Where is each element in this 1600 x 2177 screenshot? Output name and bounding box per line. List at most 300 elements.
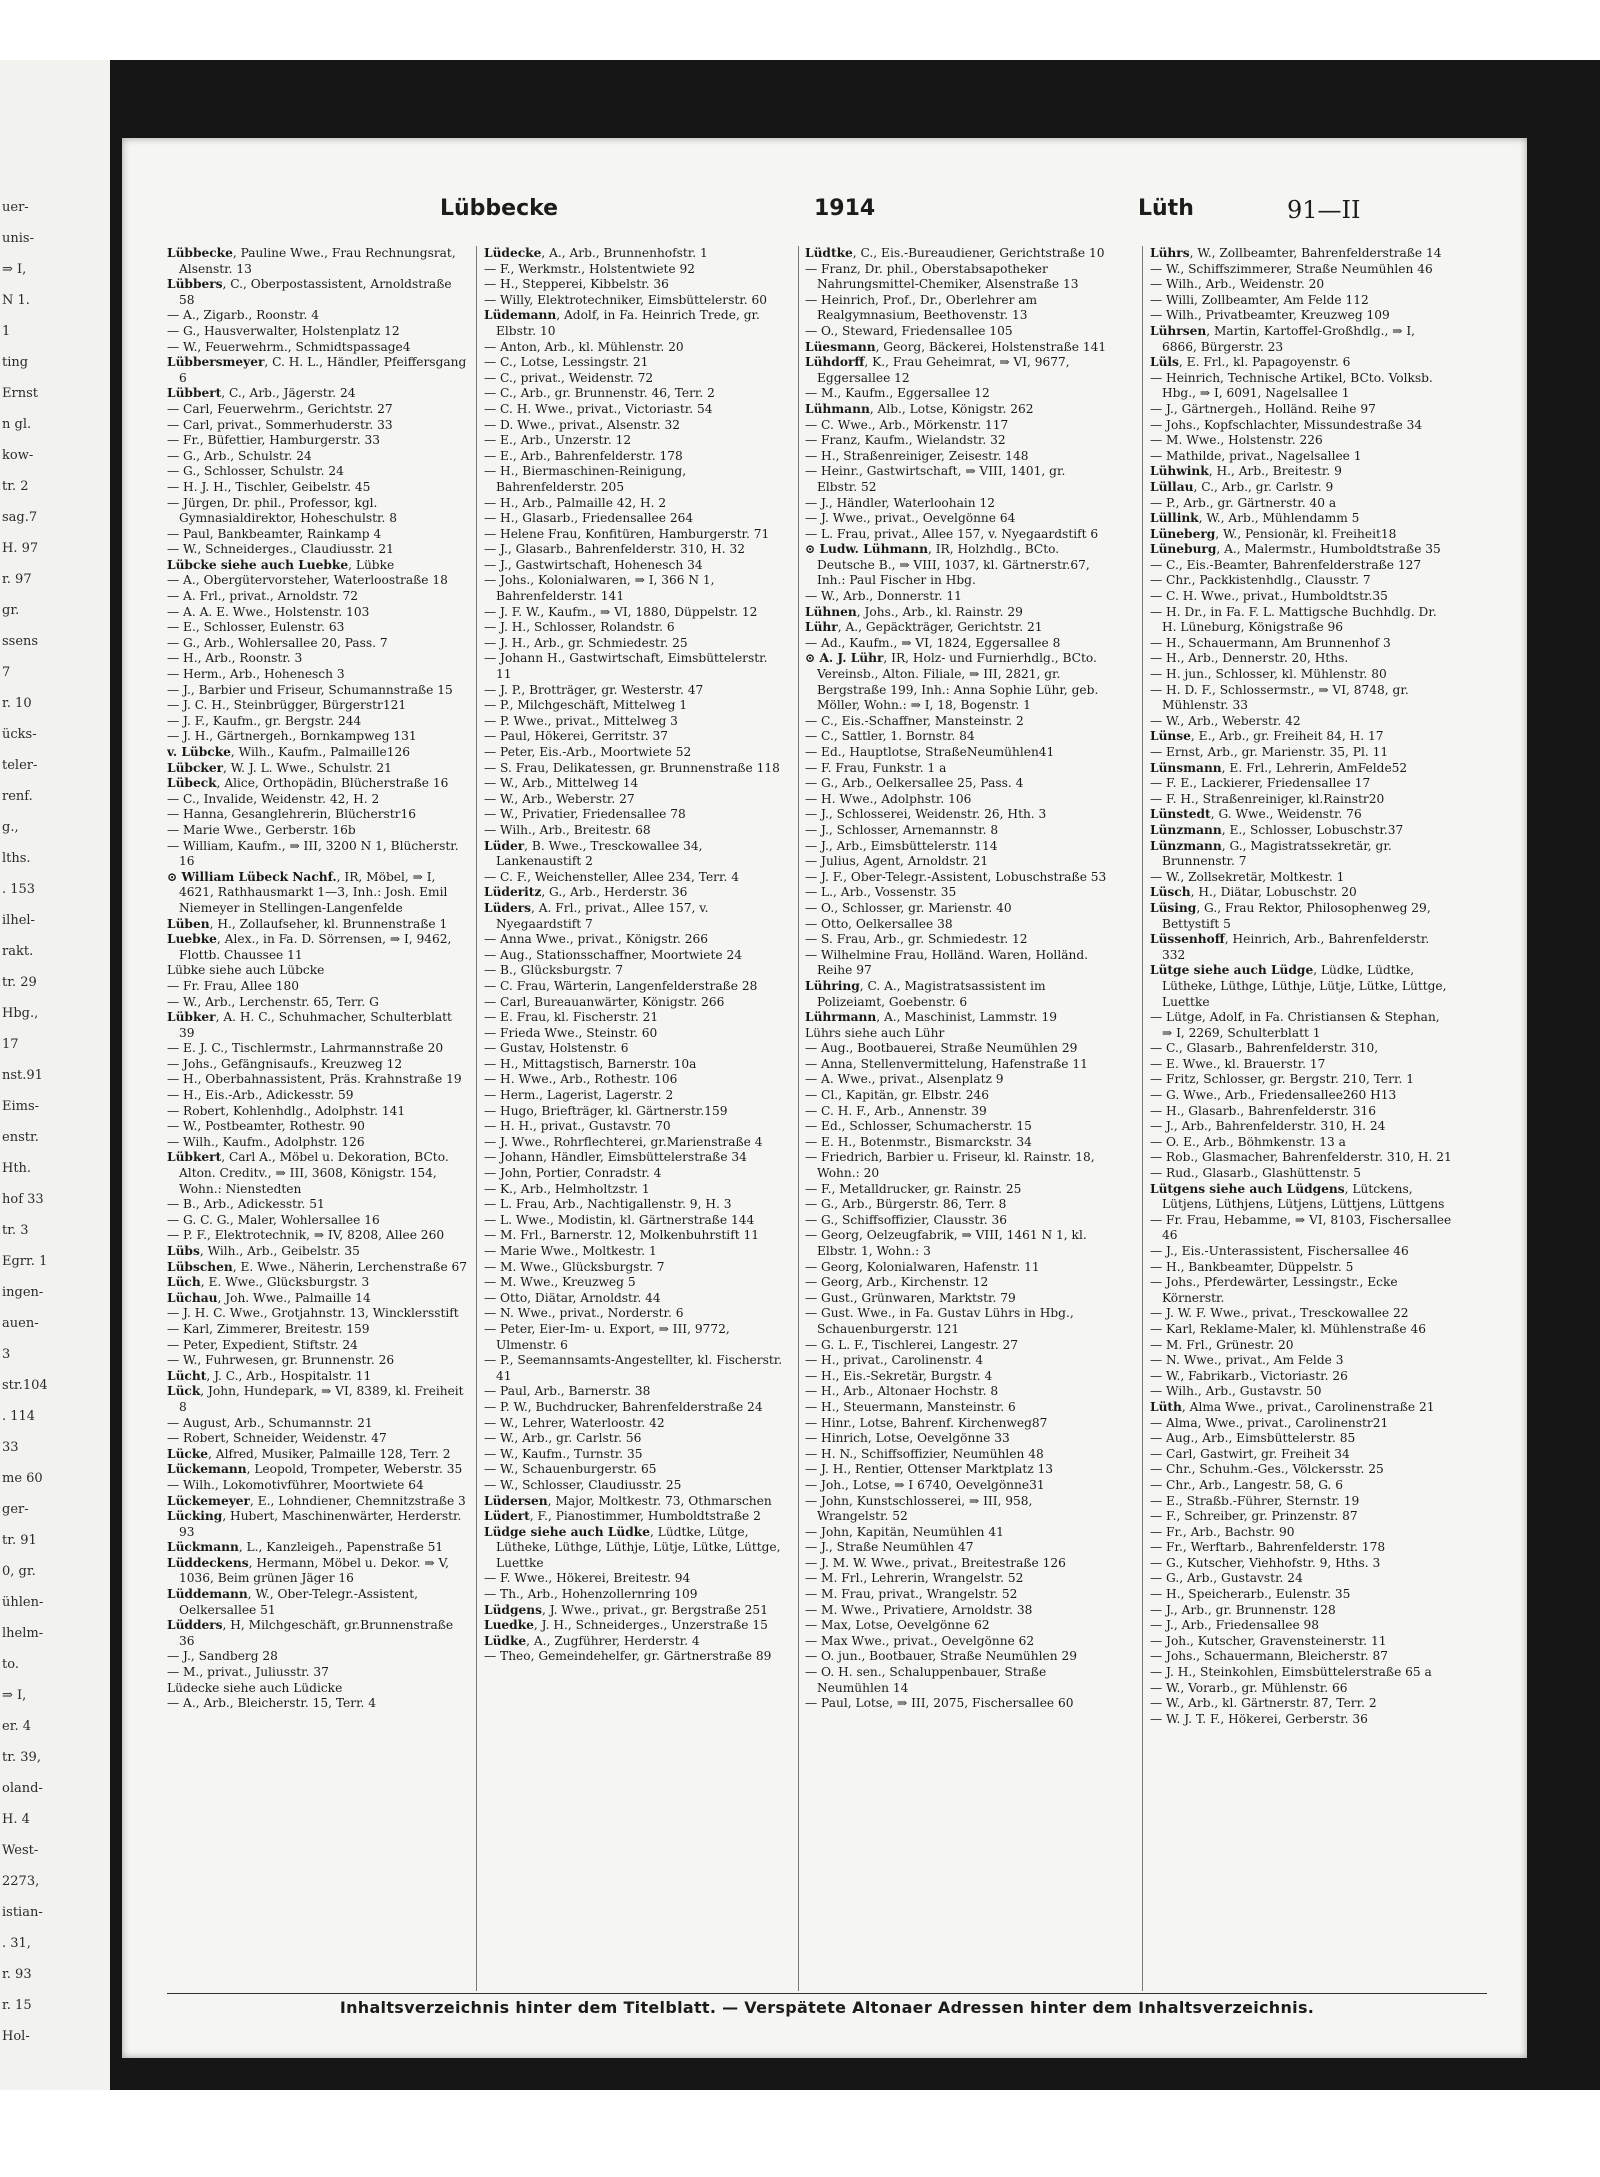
- directory-entry: — H., Straßenreiniger, Zeisestr. 148: [805, 448, 1029, 463]
- directory-entry: — H., Arb., Palmaille 42, H. 2: [484, 495, 667, 510]
- directory-entry: — Franz, Kaufm., Wielandstr. 32: [805, 433, 1006, 448]
- directory-entry: — H., Oberbahnassistent, Präs. Krahnstraße 19: [167, 1072, 462, 1087]
- directory-entry: — A. Wwe., privat., Alsenplatz 9: [805, 1072, 1004, 1087]
- directory-entry: Lütge siehe auch Lüdge, Lüdke, Lüdtke, Lütheke, Lüthge, Lüthje, Lütje, Lütke, Lüttge, Luettke: [1150, 963, 1447, 1009]
- directory-entry: Lübschen, E. Wwe., Näherin, Lerchenstraße 67: [167, 1259, 468, 1274]
- directory-entry: Lüssenhoff, Heinrich, Arb., Bahrenfelderstr. 332: [1150, 932, 1430, 962]
- directory-entry: — H., Biermaschinen-Reinigung, Bahrenfelderstr. 205: [484, 464, 687, 494]
- directory-entry: — Otto, Oelkersallee 38: [805, 916, 953, 931]
- directory-entry: — A. Frl., privat., Arnoldstr. 72: [167, 589, 359, 604]
- column-divider: [1142, 246, 1143, 1991]
- directory-entry: — H., Arb., Altonaer Hochstr. 8: [805, 1384, 999, 1399]
- directory-entry: — E. Frau, kl. Fischerstr. 21: [484, 1010, 659, 1025]
- directory-entry: Lübke siehe auch Lübcke: [167, 963, 325, 978]
- directory-entry: — O., Steward, Friedensallee 105: [805, 323, 1013, 338]
- directory-entry: — Paul, Bankbeamter, Rainkamp 4: [167, 526, 382, 541]
- previous-page-fragment: [0, 60, 110, 2090]
- directory-entry: — Robert, Kohlenhdlg., Adolphstr. 141: [167, 1103, 406, 1118]
- directory-entry: — H. H., privat., Gustavstr. 70: [484, 1119, 671, 1134]
- directory-entry: Lüllink, W., Arb., Mühlendamm 5: [1150, 511, 1360, 526]
- directory-entry: — Wilhelmine Frau, Holländ. Waren, Holländ. Reihe 97: [805, 947, 1089, 978]
- fragment-text: H. 97: [2, 541, 39, 556]
- directory-entry: — L. Frau, privat., Allee 157, v. Nyegaardstift 6: [805, 526, 1099, 541]
- fragment-text: enstr.: [2, 1130, 39, 1145]
- directory-entry: Lühdorff, K., Frau Geheimrat, ⇒ VI, 9677, Eggersallee 12: [805, 355, 1070, 385]
- directory-entry: Lüder, B. Wwe., Tresckowallee 34, Lankenaustift 2: [484, 838, 703, 869]
- directory-entry: — H. D. F., Schlossermstr., ⇒ VI, 8748, gr. Mühlenstr. 33: [1150, 682, 1409, 713]
- fragment-text: tr. 2: [2, 479, 29, 494]
- fragment-text: n gl.: [2, 417, 32, 432]
- directory-entry: — N. Wwe., privat., Norderstr. 6: [484, 1306, 684, 1321]
- directory-entry: — C., Lotse, Lessingstr. 21: [484, 355, 649, 370]
- directory-entry: — Wilh., Privatbeamter, Kreuzweg 109: [1150, 308, 1390, 323]
- directory-entry: Lübker, A. H. C., Schuhmacher, Schulterblatt 39: [167, 1010, 452, 1040]
- directory-entry: — G., Arb., Wohlersallee 20, Pass. 7: [167, 635, 388, 650]
- directory-entry: — Fr., Werftarb., Bahrenfelderstr. 178: [1150, 1540, 1386, 1555]
- directory-entry: — John, Kunstschlosserei, ⇒ III, 958, Wrangelstr. 52: [805, 1493, 1033, 1524]
- directory-entry: — C., Glasarb., Bahrenfelderstr. 310,: [1150, 1041, 1379, 1056]
- footer-divider: [167, 1993, 1487, 1994]
- directory-entry: — H., Stepperei, Kibbelstr. 36: [484, 277, 669, 292]
- directory-entry: — H., Bankbeamter, Düppelstr. 5: [1150, 1259, 1354, 1274]
- directory-entry: — Wilh., Kaufm., Adolphstr. 126: [167, 1134, 365, 1149]
- directory-entry: — Willy, Elektrotechniker, Eimsbüttelerstr. 60: [484, 292, 767, 307]
- fragment-text: 7: [2, 665, 11, 680]
- directory-entry: — Cl., Kapitän, gr. Elbstr. 246: [805, 1088, 990, 1103]
- directory-entry: — Max, Lotse, Oevelgönne 62: [805, 1618, 990, 1633]
- page-footer-note: Inhaltsverzeichnis hinter dem Titelblatt. — Verspätete Altonaer Adressen hinter dem Inhaltsverzeichnis.: [339, 1998, 1315, 2017]
- directory-entry: — W., Schneiderges., Claudiusstr. 21: [167, 542, 394, 557]
- directory-entry: Lüdecke, A., Arb., Brunnenhofstr. 1: [484, 246, 708, 260]
- directory-entry: — J., Schlosserei, Weidenstr. 26, Hth. 3: [805, 807, 1047, 822]
- directory-entry: — W., Arb., Weberstr. 27: [484, 791, 635, 806]
- fragment-text: ücks-: [2, 727, 37, 742]
- directory-entry: — G. C. G., Maler, Wohlersallee 16: [167, 1212, 380, 1227]
- directory-entry: — F., Metalldrucker, gr. Rainstr. 25: [805, 1181, 1022, 1196]
- directory-entry: — L., Arb., Vossenstr. 35: [805, 885, 957, 900]
- fragment-text: Hol-: [2, 2029, 30, 2044]
- directory-entry: — C., Sattler, 1. Bornstr. 84: [805, 729, 975, 744]
- directory-entry: — J., Sandberg 28: [167, 1649, 278, 1664]
- directory-entry: — Gustav, Holstenstr. 6: [484, 1041, 629, 1056]
- directory-entry: — Julius, Agent, Arnoldstr. 21: [805, 854, 989, 869]
- fragment-text: Hbg.,: [2, 1006, 39, 1021]
- directory-entry: Lüders, A. Frl., privat., Allee 157, v. Nyegaardstift 7: [484, 900, 709, 931]
- directory-entry: — J. M. W. Wwe., privat., Breitestraße 126: [805, 1555, 1066, 1570]
- directory-entry: — Wilh., Lokomotivführer, Moortwiete 64: [167, 1477, 424, 1492]
- fragment-text: ssens: [2, 634, 39, 649]
- directory-entry: — Joh., Lotse, ⇒ I 6740, Oevelgönne31: [805, 1477, 1045, 1492]
- directory-entry: — W., Fuhrwesen, gr. Brunnenstr. 26: [167, 1353, 395, 1368]
- fragment-text: 0, gr.: [2, 1564, 36, 1579]
- directory-entry: — E., Arb., Unzerstr. 12: [484, 433, 632, 448]
- directory-entry: — J., Händler, Waterloohain 12: [805, 495, 995, 510]
- directory-entry: — G., Hausverwalter, Holstenplatz 12: [167, 323, 400, 338]
- directory-entry: — Hanna, Gesanglehrerin, Blücherstr16: [167, 807, 417, 822]
- directory-entry: — F. E., Lackierer, Friedensallee 17: [1150, 776, 1371, 791]
- directory-entry: Lüdgens, J. Wwe., privat., gr. Bergstraße 251: [484, 1602, 768, 1617]
- directory-entry: — Peter, Expedient, Stiftstr. 24: [167, 1337, 358, 1352]
- fragment-text: istian-: [2, 1905, 43, 1920]
- directory-entry: — P., Milchgeschäft, Mittelweg 1: [484, 698, 688, 713]
- directory-entry: — J., Arb., Eimsbüttelerstr. 114: [805, 838, 998, 853]
- directory-entry: — Heinrich, Prof., Dr., Oberlehrer am Realgymnasium, Beethovenstr. 13: [805, 292, 1038, 323]
- directory-entry: — C. Wwe., Arb., Mörkenstr. 117: [805, 417, 1009, 432]
- directory-column-4: [1150, 246, 1452, 1991]
- directory-entry: — E., Straßb.-Führer, Sternstr. 19: [1150, 1493, 1360, 1508]
- directory-entry: — Georg, Arb., Kirchenstr. 12: [805, 1275, 989, 1290]
- directory-entry: Lübcker, W. J. L. Wwe., Schulstr. 21: [167, 760, 392, 775]
- directory-entry: — J. H., Schlosser, Rolandstr. 6: [484, 620, 675, 635]
- fragment-text: me 60: [2, 1471, 43, 1486]
- fragment-text: ilhel-: [2, 913, 35, 928]
- directory-entry: Lünzmann, G., Magistratssekretär, gr. Brunnenstr. 7: [1150, 838, 1392, 869]
- directory-entry: — L. Frau, Arb., Nachtigallenstr. 9, H. 3: [484, 1197, 732, 1212]
- directory-entry: Lühring, C. A., Magistratsassistent im Polizeiamt, Goebenstr. 6: [805, 978, 1046, 1009]
- directory-entry: — W., Fabrikarb., Victoriastr. 26: [1150, 1368, 1348, 1383]
- directory-entry: Lührmann, A., Maschinist, Lammstr. 19: [805, 1010, 1057, 1025]
- directory-entry: — E. H., Botenmstr., Bismarckstr. 34: [805, 1134, 1032, 1149]
- fragment-text: tr. 39,: [2, 1750, 41, 1765]
- fragment-text: r. 10: [2, 696, 32, 711]
- fragment-text: r. 93: [2, 1967, 32, 1982]
- directory-entry: — J. H., Gärtnergeh., Bornkampweg 131: [167, 729, 417, 744]
- header-first-entry: Lübbecke: [440, 196, 559, 221]
- directory-entry: Lübcke siehe auch Luebke, Lübke: [167, 557, 395, 572]
- directory-entry: Lüesmann, Georg, Bäckerei, Holstenstraße 141: [805, 339, 1107, 354]
- directory-entry: — Lütge, Adolf, in Fa. Christiansen & Stephan, ⇒ I, 2269, Schulterblatt 1: [1150, 1010, 1440, 1040]
- directory-entry: — Ed., Hauptlotse, StraßeNeumühlen41: [805, 745, 1055, 759]
- directory-entry: Lührs siehe auch Lühr: [805, 1025, 945, 1040]
- directory-entry: — W., Arb., kl. Gärtnerstr. 87, Terr. 2: [1150, 1696, 1377, 1711]
- directory-entry: Lüch, E. Wwe., Glücksburgstr. 3: [167, 1275, 370, 1290]
- directory-entry: — H., Speicherarb., Eulenstr. 35: [1150, 1587, 1351, 1602]
- directory-entry: Lüdemann, Adolf, in Fa. Heinrich Trede, gr. Elbstr. 10: [484, 308, 760, 338]
- directory-entry: — Johann H., Gastwirtschaft, Eimsbüttelerstr. 11: [484, 651, 768, 682]
- directory-entry: — G. L. F., Tischlerei, Langestr. 27: [805, 1337, 1018, 1352]
- directory-entry: — W., Arb., gr. Carlstr. 56: [484, 1431, 642, 1446]
- fragment-text: Eims-: [2, 1099, 40, 1114]
- directory-entry: — C. Frau, Wärterin, Langenfelderstraße 28: [484, 978, 758, 993]
- directory-entry: — W., Privatier, Friedensallee 78: [484, 807, 686, 822]
- directory-entry: — S. Frau, Arb., gr. Schmiedestr. 12: [805, 932, 1028, 947]
- directory-entry: — O., Schlosser, gr. Marienstr. 40: [805, 900, 1012, 915]
- directory-entry: — Mathilde, privat., Nagelsallee 1: [1150, 448, 1362, 463]
- directory-entry: — William, Kaufm., ⇒ III, 3200 N 1, Blücherstr. 16: [167, 838, 459, 869]
- directory-entry: ⊙ Ludw. Lühmann, IR, Holzhdlg., BCto. Deutsche B., ⇒ VIII, 1037, kl. Gärtnerstr.67, Inh.: Paul Fischer in Hbg.: [805, 542, 1090, 588]
- directory-column-2: [484, 246, 786, 1991]
- directory-entry: — Max Wwe., privat., Oevelgönne 62: [805, 1633, 1035, 1648]
- directory-entry: Luedke, J. H., Schneiderges., Unzerstraße 15: [484, 1618, 768, 1633]
- directory-entry: — J. Wwe., Rohrflechterei, gr.Marienstraße 4: [484, 1134, 763, 1149]
- directory-entry: — W., Schiffszimmerer, Straße Neumühlen 46: [1150, 261, 1433, 276]
- directory-entry: — M. Wwe., Glücksburgstr. 7: [484, 1259, 665, 1274]
- directory-entry: — Franz, Dr. phil., Oberstabsapotheker Nahrungsmittel-Chemiker, Alsenstraße 13: [805, 261, 1079, 292]
- directory-entry: Lüneburg, A., Malermstr., Humboldtstraße 35: [1150, 542, 1441, 557]
- directory-entry: — Marie Wwe., Moltkestr. 1: [484, 1244, 657, 1258]
- directory-entry: Lübbert, C., Arb., Jägerstr. 24: [167, 386, 356, 401]
- directory-entry: Lüdert, F., Pianostimmer, Humboldtstraße 2: [484, 1509, 761, 1524]
- fragment-text: lths.: [2, 851, 31, 866]
- directory-entry: — J., Arb., Friedensallee 98: [1150, 1618, 1320, 1633]
- directory-entry: — J. F., Kaufm., gr. Bergstr. 244: [167, 713, 362, 728]
- directory-entry: — Helene Frau, Konfitüren, Hamburgerstr. 71: [484, 526, 770, 541]
- directory-entry: — W., Postbeamter, Rothestr. 90: [167, 1119, 365, 1134]
- fragment-text: 1: [2, 324, 11, 339]
- directory-entry: — A., Arb., Bleicherstr. 15, Terr. 4: [167, 1696, 377, 1711]
- directory-entry: — Anna, Stellenvermittelung, Hafenstraße 11: [805, 1056, 1088, 1071]
- directory-entry: — J. F. W., Kaufm., ⇒ VI, 1880, Düppelstr. 12: [484, 604, 758, 619]
- directory-entry: — Robert, Schneider, Weidenstr. 47: [167, 1431, 387, 1446]
- directory-entry: — Anton, Arb., kl. Mühlenstr. 20: [484, 339, 684, 354]
- directory-entry: — M., privat., Juliusstr. 37: [167, 1665, 329, 1680]
- fragment-text: Egrr. 1: [2, 1254, 48, 1269]
- directory-entry: — K., Arb., Helmholtzstr. 1: [484, 1181, 650, 1196]
- directory-entry: — H. Wwe., Adolphstr. 106: [805, 791, 972, 806]
- directory-entry: — H., Glasarb., Friedensallee 264: [484, 511, 694, 526]
- directory-entry: Lücht, J. C., Arb., Hospitalstr. 11: [167, 1368, 372, 1383]
- directory-entry: — H. Dr., in Fa. F. L. Mattigsche Buchhdlg. Dr. H. Lüneburg, Königstraße 96: [1150, 604, 1437, 635]
- directory-entry: — H., Mittagstisch, Barnerstr. 10a: [484, 1056, 697, 1071]
- directory-entry: Lück, John, Hundepark, ⇒ VI, 8389, kl. Freiheit 8: [167, 1384, 464, 1414]
- fragment-text: West-: [2, 1843, 39, 1858]
- directory-entry: — E. Wwe., kl. Brauerstr. 17: [1150, 1056, 1326, 1071]
- directory-entry: — C., privat., Weidenstr. 72: [484, 370, 654, 385]
- directory-entry: — W., Arb., Weberstr. 42: [1150, 713, 1301, 728]
- directory-entry: — F., Schreiber, gr. Prinzenstr. 87: [1150, 1509, 1358, 1524]
- directory-entry: — Johs., Kopfschlachter, Missundestraße 34: [1150, 417, 1423, 432]
- directory-entry: — J. H., Arb., gr. Schmiedestr. 25: [484, 635, 688, 650]
- directory-entry: — M. Wwe., Privatiere, Arnoldstr. 38: [805, 1602, 1033, 1617]
- directory-entry: — Fr., Büfettier, Hamburgerstr. 33: [167, 433, 380, 448]
- directory-entry: Lüls, E. Frl., kl. Papagoyenstr. 6: [1150, 355, 1351, 370]
- directory-entry: — Marie Wwe., Gerberstr. 16b: [167, 822, 356, 837]
- directory-entry: — C., Invalide, Weidenstr. 42, H. 2: [167, 791, 380, 806]
- fragment-text: str.104: [2, 1378, 48, 1393]
- directory-entry: — J. H., Steinkohlen, Eimsbüttelerstraße 65 a: [1150, 1665, 1432, 1680]
- directory-entry: Lünsmann, E. Frl., Lehrerin, AmFelde52: [1150, 760, 1408, 775]
- directory-entry: — G., Schiffsoffizier, Clausstr. 36: [805, 1212, 1007, 1227]
- directory-entry: — W., Schlosser, Claudiusstr. 25: [484, 1477, 682, 1492]
- directory-entry: — S. Frau, Delikatessen, gr. Brunnenstraße 118: [484, 760, 780, 775]
- directory-entry: — C. H. Wwe., privat., Victoriastr. 54: [484, 401, 713, 416]
- directory-entry: Lütgens siehe auch Lüdgens, Lütckens, Lütjens, Lüthjens, Lütjens, Lüttjens, Lüttgens: [1150, 1181, 1445, 1212]
- directory-entry: — E., Schlosser, Eulenstr. 63: [167, 620, 345, 635]
- fragment-text: nst.91: [2, 1068, 43, 1083]
- directory-entry: — W., Arb., Donnerstr. 11: [805, 589, 962, 604]
- directory-entry: — P. F., Elektrotechnik, ⇒ IV, 8208, Allee 260: [167, 1228, 445, 1243]
- directory-entry: — August, Arb., Schumannstr. 21: [167, 1415, 373, 1430]
- directory-entry: — G., Schlosser, Schulstr. 24: [167, 464, 344, 479]
- fragment-text: 3: [2, 1347, 11, 1362]
- directory-entry: — Carl, privat., Sommerhuderstr. 33: [167, 417, 393, 432]
- directory-entry: — H. N., Schiffsoffizier, Neumühlen 48: [805, 1446, 1044, 1461]
- directory-entry: — C., Eis.-Schaffner, Mansteinstr. 2: [805, 713, 1024, 728]
- directory-entry: — Fr., Arb., Bachstr. 90: [1150, 1524, 1295, 1539]
- fragment-text: tr. 29: [2, 975, 37, 990]
- directory-entry: — E. J. C., Tischlermstr., Lahrmannstraße 20: [167, 1041, 444, 1056]
- directory-entry: — J., Straße Neumühlen 47: [805, 1540, 974, 1555]
- fragment-text: ger-: [2, 1502, 29, 1517]
- directory-entry: — M., Kaufm., Eggersallee 12: [805, 386, 990, 401]
- directory-entry: Lückmann, L., Kanzleigeh., Papenstraße 51: [167, 1540, 444, 1555]
- directory-entry: — J. Wwe., privat., Oevelgönne 64: [805, 511, 1016, 526]
- directory-entry: Lückemann, Leopold, Trompeter, Weberstr. 35: [167, 1462, 463, 1477]
- fragment-text: teler-: [2, 758, 38, 773]
- fragment-text: rakt.: [2, 944, 34, 959]
- directory-entry: Lüdke, A., Zugführer, Herderstr. 4: [484, 1633, 700, 1648]
- fragment-text: N 1.: [2, 293, 30, 308]
- directory-entry: Lühr, A., Gepäckträger, Gerichtstr. 21: [805, 620, 1043, 635]
- directory-entry: — J., Gärtnergeh., Holländ. Reihe 97: [1150, 401, 1376, 416]
- directory-entry: — M. Frl., Grünestr. 20: [1150, 1337, 1294, 1352]
- directory-entry: — C. F., Weichensteller, Allee 234, Terr. 4: [484, 869, 739, 884]
- directory-entry: — Heinr., Gastwirtschaft, ⇒ VIII, 1401, gr. Elbstr. 52: [805, 464, 1066, 494]
- directory-entry: Lühnen, Johs., Arb., kl. Rainstr. 29: [805, 604, 1023, 619]
- directory-entry: — Gust. Wwe., in Fa. Gustav Lührs in Hbg., Schauenburgerstr. 121: [805, 1306, 1074, 1336]
- directory-entry: Lünzmann, E., Schlosser, Lobuschstr.37: [1150, 822, 1404, 837]
- directory-entry: — J., Arb., Bahrenfelderstr. 310, H. 24: [1150, 1119, 1386, 1134]
- fragment-text: to.: [2, 1657, 19, 1672]
- directory-entry: — F. Frau, Funkstr. 1 a: [805, 760, 947, 775]
- directory-entry: — W., Kaufm., Turnstr. 35: [484, 1446, 643, 1461]
- directory-column-3: [805, 246, 1107, 1991]
- directory-entry: — P., Seemannsamts-Angestellter, kl. Fischerstr. 41: [484, 1353, 783, 1383]
- directory-entry: — Carl, Gastwirt, gr. Freiheit 34: [1150, 1446, 1350, 1461]
- directory-entry: — Rud., Glasarb., Glashüttenstr. 5: [1150, 1166, 1362, 1181]
- fragment-text: 2273,: [2, 1874, 40, 1889]
- directory-entry: Lübbers, C., Oberpostassistent, Arnoldstraße 58: [167, 277, 452, 307]
- fragment-text: . 31,: [2, 1936, 31, 1951]
- fragment-text: lhelm-: [2, 1626, 44, 1641]
- directory-entry: Lücke, Alfred, Musiker, Palmaille 128, Terr. 2: [167, 1446, 451, 1461]
- directory-entry: — D. Wwe., privat., Alsenstr. 32: [484, 417, 681, 432]
- directory-entry: — H., Steuermann, Mansteinstr. 6: [805, 1399, 1016, 1414]
- directory-entry: — J. W. F. Wwe., privat., Tresckowallee 22: [1150, 1306, 1409, 1321]
- fragment-text: kow-: [2, 448, 34, 463]
- directory-entry: — Willi, Zollbeamter, Am Felde 112: [1150, 292, 1369, 307]
- directory-entry: — Heinrich, Technische Artikel, BCto. Volksb. Hbg., ⇒ I, 6091, Nagelsallee 1: [1150, 370, 1433, 401]
- directory-entry: — Hinr., Lotse, Bahrenf. Kirchenweg87: [805, 1415, 1048, 1430]
- directory-entry: — Friedrich, Barbier u. Friseur, kl. Rainstr. 18, Wohn.: 20: [805, 1150, 1095, 1181]
- directory-entry: — J. H. C. Wwe., Grotjahnstr. 13, Wincklersstift: [167, 1306, 459, 1321]
- fragment-text: Ernst: [2, 386, 38, 401]
- directory-entry: Lübkert, Carl A., Möbel u. Dekoration, BCto. Alton. Creditv., ⇒ III, 3608, Königstr. 154, Wohn.: Nienstedten: [167, 1150, 449, 1196]
- directory-entry: — Wilh., Arb., Weidenstr. 20: [1150, 277, 1325, 292]
- fragment-text: unis-: [2, 231, 34, 246]
- directory-entry: — O. H. sen., Schaluppenbauer, Straße Neumühlen 14: [805, 1665, 1047, 1695]
- directory-entry: — J., Arb., gr. Brunnenstr. 128: [1150, 1602, 1336, 1617]
- directory-entry: — Georg, Oelzeugfabrik, ⇒ VIII, 1461 N 1, kl. Elbstr. 1, Wohn.: 3: [805, 1228, 1087, 1258]
- directory-entry: — Theo, Gemeindehelfer, gr. Gärtnerstraße 89: [484, 1649, 772, 1664]
- directory-entry: — Herm., Arb., Hohenesch 3: [167, 667, 345, 682]
- directory-entry: — B., Arb., Adickesstr. 51: [167, 1197, 325, 1212]
- directory-entry: — F., Werkmstr., Holstentwiete 92: [484, 261, 696, 276]
- directory-entry: — H. Wwe., Arb., Rothestr. 106: [484, 1072, 678, 1087]
- directory-entry: — Hugo, Briefträger, kl. Gärtnerstr.159: [484, 1103, 728, 1118]
- directory-entry: — F. Wwe., Hökerei, Breitestr. 94: [484, 1571, 691, 1586]
- directory-entry: — W., Vorarb., gr. Mühlenstr. 66: [1150, 1680, 1348, 1695]
- directory-entry: ⊙ William Lübeck Nachf., IR, Möbel, ⇒ I, 4621, Rathhausmarkt 1—3, Inh.: Josh. Emil Niemeyer in Stellingen-Langenfelde: [167, 869, 448, 915]
- directory-column-1: [167, 246, 469, 1991]
- directory-entry: — O. E., Arb., Böhmkenstr. 13 a: [1150, 1134, 1346, 1149]
- fragment-text: r. 97: [2, 572, 32, 587]
- fragment-text: renf.: [2, 789, 33, 804]
- directory-entry: Lühwink, H., Arb., Breitestr. 9: [1150, 464, 1342, 479]
- directory-entry: — Paul, Hökerei, Gerritstr. 37: [484, 729, 669, 744]
- directory-entry: — Anna Wwe., privat., Königstr. 266: [484, 932, 709, 947]
- directory-entry: — Chr., Arb., Langestr. 58, G. 6: [1150, 1477, 1344, 1492]
- fragment-text: ⇒ I,: [2, 262, 27, 277]
- directory-entry: — Gust., Grünwaren, Marktstr. 79: [805, 1290, 1016, 1305]
- directory-entry: Lüdders, H, Milchgeschäft, gr.Brunnenstraße 36: [167, 1618, 454, 1648]
- directory-entry: — J. P., Brotträger, gr. Westerstr. 47: [484, 682, 704, 697]
- directory-entry: — Ed., Schlosser, Schumacherstr. 15: [805, 1119, 1032, 1134]
- directory-entry: — C., Eis.-Beamter, Bahrenfelderstraße 127: [1150, 557, 1422, 572]
- directory-entry: Lüderitz, G., Arb., Herderstr. 36: [484, 885, 688, 900]
- fragment-text: H. 4: [2, 1812, 30, 1827]
- directory-entry: Lücking, Hubert, Maschinenwärter, Herderstr. 93: [167, 1509, 462, 1539]
- directory-entry: Lüth, Alma Wwe., privat., Carolinenstraße 21: [1150, 1399, 1435, 1414]
- directory-entry: — Peter, Eis.-Arb., Moortwiete 52: [484, 745, 692, 759]
- fragment-text: ⇒ I,: [2, 1688, 27, 1703]
- header-year: 1914: [814, 196, 876, 221]
- directory-entry: — W., Schauenburgerstr. 65: [484, 1462, 657, 1477]
- directory-entry: — G., Arb., Bürgerstr. 86, Terr. 8: [805, 1197, 1007, 1212]
- directory-entry: — Aug., Bootbauerei, Straße Neumühlen 29: [805, 1041, 1078, 1056]
- column-divider: [476, 246, 477, 1991]
- directory-entry: — Karl, Zimmerer, Breitestr. 159: [167, 1321, 370, 1336]
- directory-entry: — H., Glasarb., Bahrenfelderstr. 316: [1150, 1103, 1377, 1118]
- fragment-text: er. 4: [2, 1719, 32, 1734]
- directory-entry: — A. A. E. Wwe., Holstenstr. 103: [167, 604, 370, 619]
- directory-entry: — H., Eis.-Arb., Adickesstr. 59: [167, 1088, 354, 1103]
- directory-entry: — Karl, Reklame-Maler, kl. Mühlenstraße 46: [1150, 1321, 1426, 1336]
- directory-entry: — M. Wwe., Kreuzweg 5: [484, 1275, 636, 1290]
- directory-entry: — Johs., Pferdewärter, Lessingstr., Ecke Körnerstr.: [1150, 1275, 1398, 1305]
- fragment-text: ingen-: [2, 1285, 44, 1300]
- directory-entry: — Johs., Schauermann, Bleicherstr. 87: [1150, 1649, 1389, 1664]
- fragment-text: uer-: [2, 200, 29, 215]
- fragment-text: r. 15: [2, 1998, 32, 2013]
- directory-entry: Lückemeyer, E., Lohndiener, Chemnitzstraße 3: [167, 1493, 466, 1508]
- directory-entry: Lünstedt, G. Wwe., Weidenstr. 76: [1150, 807, 1362, 822]
- directory-entry: — P. Wwe., privat., Mittelweg 3: [484, 713, 678, 728]
- directory-entry: Lüdge siehe auch Lüdke, Lüdtke, Lütge, Lütheke, Lüthge, Lüthje, Lütje, Lütke, Lüttge, Luettke: [484, 1524, 781, 1570]
- directory-entry: — C. H. Wwe., privat., Humboldtstr.35: [1150, 589, 1388, 604]
- directory-entry: — H., Arb., Dennerstr. 20, Hths.: [1150, 651, 1349, 666]
- fragment-text: . 153: [2, 882, 36, 897]
- page-header: [122, 196, 1527, 236]
- directory-entry: — W., Lehrer, Waterloostr. 42: [484, 1415, 665, 1430]
- directory-entry: Lüdtke, C., Eis.-Bureaudiener, Gerichtstraße 10: [805, 246, 1105, 260]
- directory-entry: — J., Gastwirtschaft, Hohenesch 34: [484, 557, 703, 572]
- fragment-text: tr. 91: [2, 1533, 37, 1548]
- directory-entry: — G., Arb., Oelkersallee 25, Pass. 4: [805, 776, 1024, 791]
- directory-entry: — Ernst, Arb., gr. Marienstr. 35, Pl. 11: [1150, 745, 1389, 759]
- fragment-text: . 114: [2, 1409, 36, 1424]
- directory-page: [122, 138, 1527, 2058]
- directory-entry: — J. F., Ober-Telegr.-Assistent, Lobuschstraße 53: [805, 869, 1107, 884]
- directory-entry: — W., Feuerwehrm., Schmidtspassage4: [167, 339, 411, 354]
- directory-entry: — Joh., Kutscher, Gravensteinerstr. 11: [1150, 1633, 1387, 1648]
- directory-entry: — A., Zigarb., Roonstr. 4: [167, 308, 320, 323]
- directory-entry: — J., Glasarb., Bahrenfelderstr. 310, H. 32: [484, 542, 745, 557]
- directory-entry: — John, Kapitän, Neumühlen 41: [805, 1524, 1004, 1539]
- directory-entry: — G., Arb., Gustavstr. 24: [1150, 1571, 1303, 1586]
- directory-entry: — P. W., Buchdrucker, Bahrenfelderstraße 24: [484, 1399, 763, 1414]
- fragment-text: Hth.: [2, 1161, 32, 1176]
